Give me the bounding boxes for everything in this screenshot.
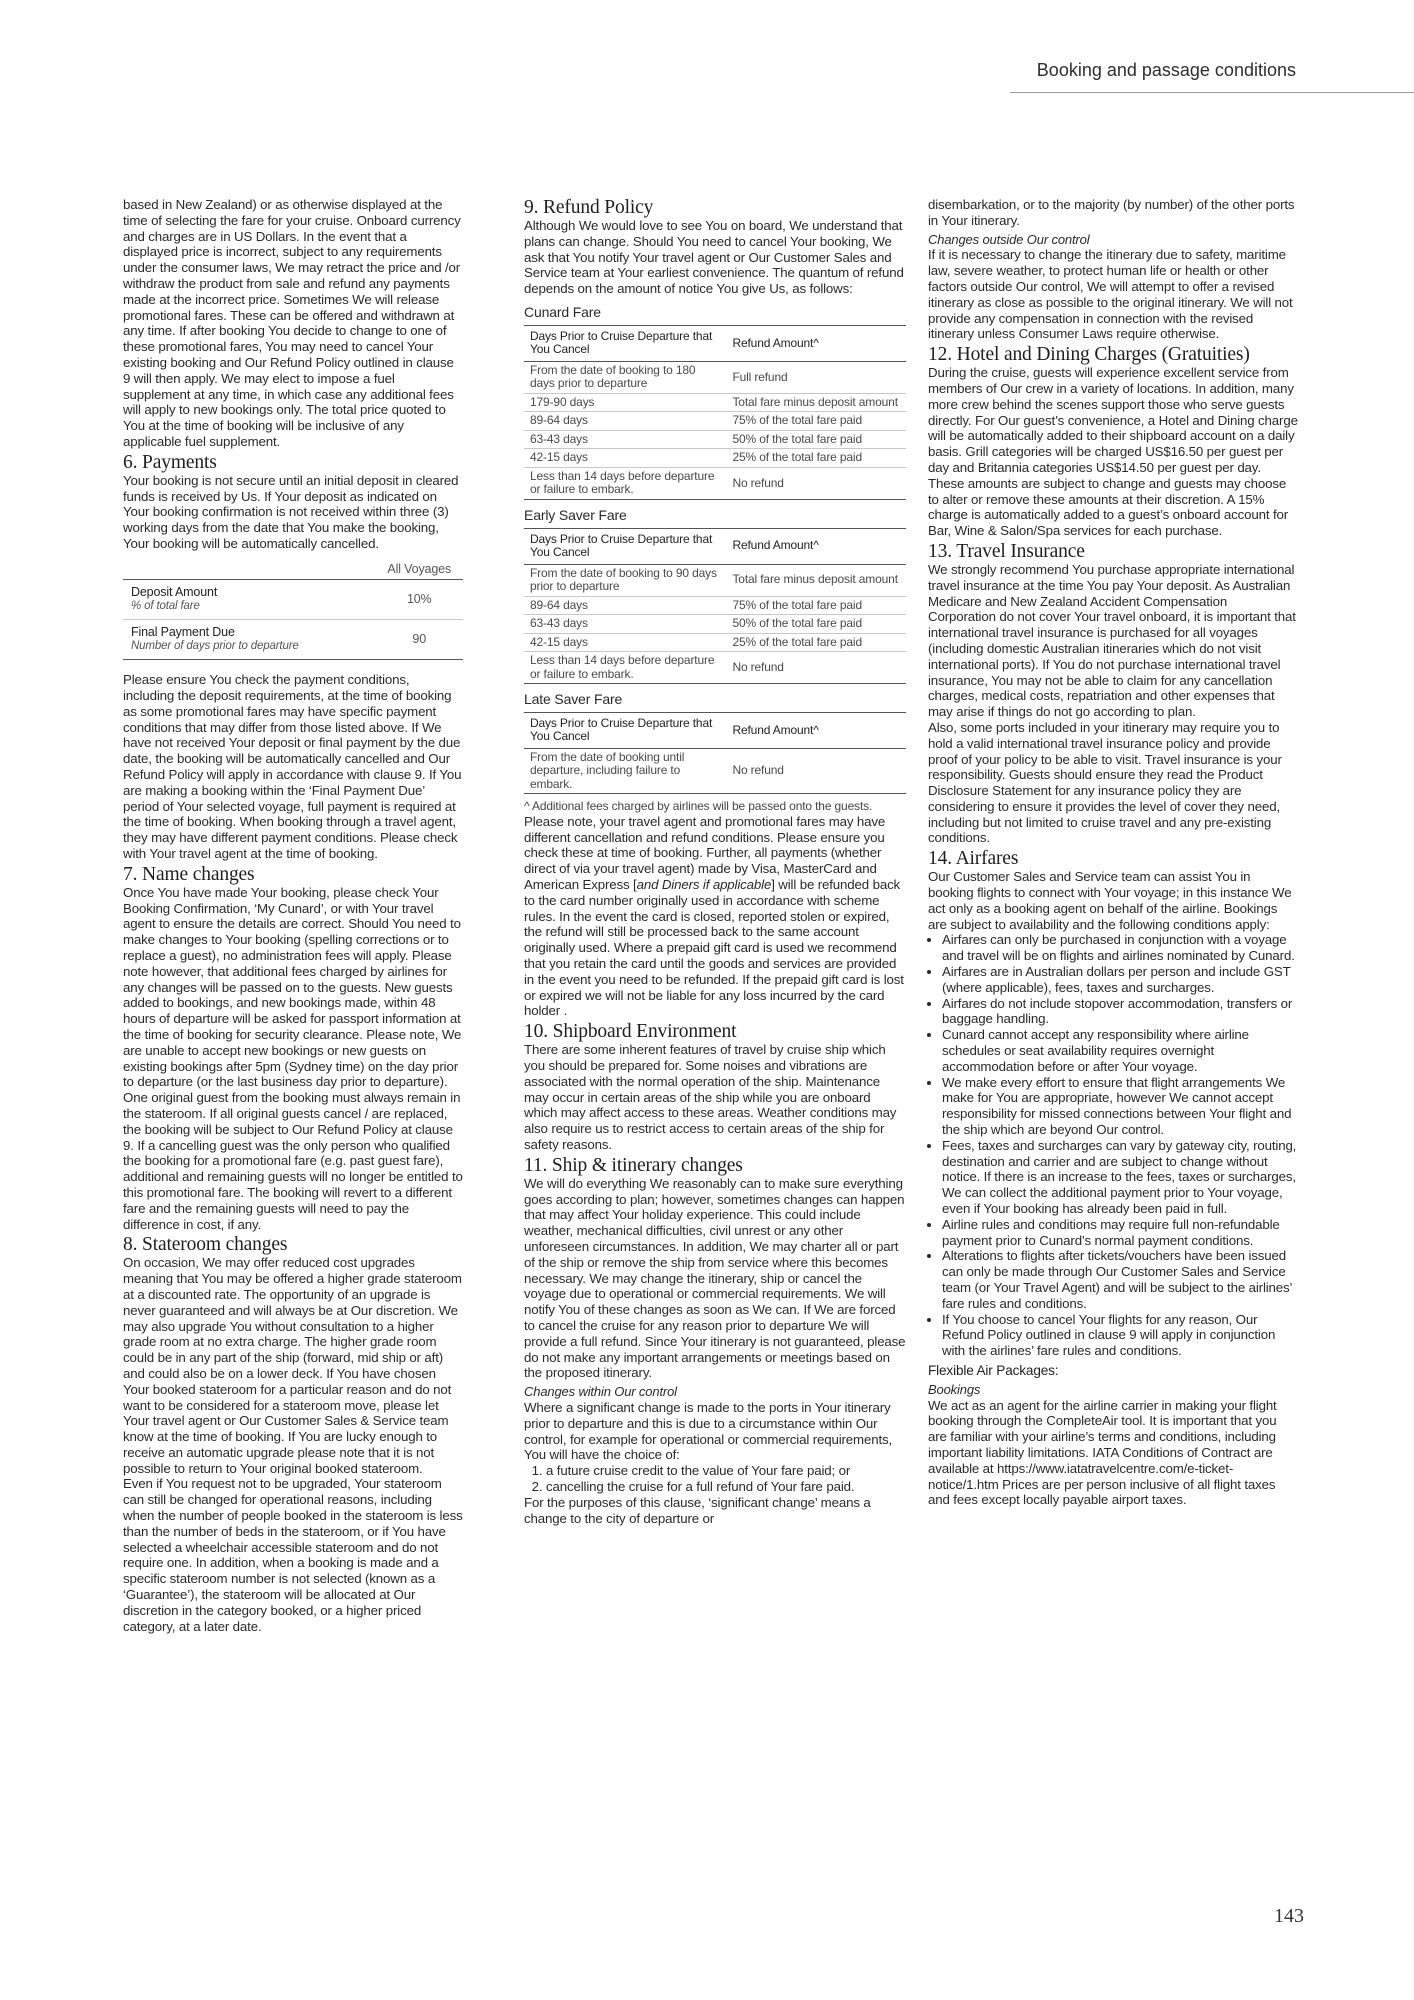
paragraph: We act as an agent for the airline carrier in making your flight booking through the CompleteAir tool. It is important that you are familiar with your airline’s terms and conditions, including important liability limitations. IATA Conditions of Contract are available at https://www.iatatravelcentre.com/e-ticket-notice/1.htm Prices are per person inclusive of all flight taxes and fees except locally payable airport taxes.: [928, 1397, 1277, 1508]
subheading: Bookings: [928, 1381, 981, 1397]
row-label: Final Payment Due: [131, 625, 235, 640]
flexible-air-label: Flexible Air Packages:: [928, 1362, 1059, 1378]
list-item: • We make every effort to ensure that flight arrangements We make for You are appropriate, however We cannot accept responsibility for missed connections between Your flight and the ship which are beyond Our control.: [942, 1075, 1298, 1138]
list-item: • Airfares can only be purchased in conjunction with a voyage and travel will be on flights and airlines nominated by Cunard.: [942, 932, 1298, 964]
refund-table: [524, 528, 906, 685]
table-row: [524, 652, 906, 684]
row-label: Deposit Amount: [131, 585, 218, 600]
paragraph: Where a significant change is made to the ports in Your itinerary prior to departure and this is due to a circumstance within Our control, for example for operational or commercial requirements, You will have the choice of:: [524, 1399, 893, 1463]
list-item: • Fees, taxes and surcharges can vary by gateway city, routing, destination and carrier and are subject to change without notice. If there is an increase to the fees, taxes or surcharges, We can collect the additional payment prior to Your voyage, even if Your booking has already been paid in full.: [942, 1138, 1298, 1217]
list-item: • If You choose to cancel Your flights for any reason, Our Refund Policy outlined in clause 9 will apply in conjunction with the airlines’ fare rules and conditions.: [942, 1312, 1298, 1359]
paragraph: If it is necessary to change the itinerary due to safety, maritime law, severe weather, to protect human life or health or other factors outside Our control, We will attempt to offer a revised itinerary as close as possible to the original itinerary. We will not provide any compensation in connection with the revised itinerary unless Consumer Laws require otherwise.: [928, 247, 1293, 342]
table-cell: From the date of booking to 90 days prior to departure: [524, 564, 726, 596]
paragraph: Please ensure You check the payment conditions, including the deposit requirements, at the time of booking as some promotional fares may have specific payment conditions that may differ from those listed above. If We have not received Your deposit or final payment by the due date, the booking will be automatically cancelled and Our Refund Policy will apply in accordance with clause 9. If You are making a booking within the ‘Final Payment Due’ period of Your selected voyage, full payment is required at the time of booking. When booking through a travel agent, they may have different payment conditions. Please check with Your travel agent at the time of booking.: [123, 672, 462, 861]
list-item: • Airline rules and conditions may require full non-refundable payment prior to Cunard’s normal payment conditions.: [942, 1217, 1298, 1249]
section-heading-shipboard-environment: 10. Shipboard Environment: [524, 1021, 737, 1043]
table-row: [524, 449, 906, 468]
table-cell: From the date of booking to 180 days prior to departure: [524, 361, 726, 393]
list-item: • Alterations to flights after tickets/vouchers have been issued can only be made through Our Customer Sales and Service team (or Your Travel Agent) and will be subject to the airlines’ fare rules and conditions.: [942, 1248, 1298, 1311]
table-cell: 42-15 days: [524, 449, 726, 468]
paragraph: Our Customer Sales and Service team can assist You in booking flights to connect with Your voyage; in this instance We act only as a booking agent on behalf of the airline. Bookings are subject to availability and the following conditions apply:: [928, 869, 1292, 932]
section-heading-refund-policy: 9. Refund Policy: [524, 197, 654, 218]
header-divider: [1010, 92, 1414, 93]
table-cell: 25% of the total fare paid: [726, 449, 906, 468]
section-heading-travel-insurance: 13. Travel Insurance: [928, 540, 1085, 562]
row-value: 10%: [375, 580, 463, 620]
refund-table: [524, 712, 906, 795]
table-cell: Total fare minus deposit amount: [726, 564, 906, 596]
paragraph: We will do everything We reasonably can to make sure everything goes according to plan; however, sometimes changes can happen that may affect Your holiday experience. This could include weather, mechanical difficulties, civil unrest or any other unforeseen circumstances. In addition, We may charter all or part of the ship or remove the ship from service where this becomes necessary. We may change the itinerary, ship or cancel the voyage due to operational or commercial requirements. We will notify You of these changes as soon as We can. If We are forced to cancel the cruise for any reason prior to departure We will provide a full refund. Since Your itinerary is not guaranteed, please do not make any important arrangements or meetings based on the proposed itinerary.: [524, 1175, 906, 1381]
subheading: Changes within Our control: [524, 1384, 677, 1400]
paragraph: During the cruise, guests will experience excellent service from members of Our crew in a variety of locations. In addition, many more crew behind the scenes support those who serve guests directly. For Our guest’s convenience, a Hotel and Dining charge will be automatically added to their shipboard account on a daily basis. Grill categories will be charged US$16.50 per guest per day and Britannia categories US$14.50 per guest per day. These amounts are subject to change and guests may choose to alter or remove these amounts at their discretion. A 15% charge is automatically added to a guest’s onboard account for Bar, Wine & Salon/Spa services for each purchase.: [928, 365, 1298, 539]
table-cell: 42-15 days: [524, 633, 726, 652]
section-heading-payments: 6. Payments: [123, 451, 217, 473]
table-cell: Total fare minus deposit amount: [726, 393, 906, 412]
table-cell: 25% of the total fare paid: [726, 633, 906, 652]
table-cell: 89-64 days: [524, 596, 726, 615]
refund-tables: [524, 305, 906, 794]
footnote: ^ Additional fees charged by airlines will be passed onto the guests.: [524, 799, 873, 814]
choice-list: [524, 1463, 906, 1495]
refund-table-title: Early Saver Fare: [524, 506, 627, 523]
row-value: 90: [375, 620, 463, 660]
column-3: [928, 197, 1298, 1508]
refund-table-title: Late Saver Fare: [524, 691, 623, 708]
section-heading-stateroom-changes: 8. Stateroom changes: [123, 1234, 288, 1256]
table-row: [123, 580, 463, 620]
table-row: [524, 596, 906, 615]
table-cell: No refund: [726, 467, 906, 499]
refund-table: [524, 325, 906, 500]
table-row: [524, 633, 906, 652]
table-row: [524, 361, 906, 393]
table-cell: No refund: [726, 748, 906, 794]
section-heading-itinerary-changes: 11. Ship & itinerary changes: [524, 1154, 743, 1176]
refund-table-title: Cunard Fare: [524, 303, 601, 320]
table-header: Refund Amount^: [726, 712, 906, 748]
paragraph: Also, some ports included in your itinerary may require you to hold a valid international travel insurance policy and provide proof of your policy to be able to visit. Travel insurance is your responsibility. Guests should ensure they read the Product Disclosure Statement for any insurance policy they are considering to ensure it provides the level of cover they need, including but not limited to cruise travel and any pre-existing conditions.: [928, 719, 1282, 846]
row-sublabel: % of total fare: [131, 599, 200, 612]
section-heading-name-changes: 7. Name changes: [123, 863, 255, 885]
list-item: • Airfares are in Australian dollars per person and include GST (where applicable), fees, taxes and surcharges.: [942, 964, 1298, 996]
list-item: 2. cancelling the cruise for a full refund of Your fare paid.: [546, 1479, 906, 1495]
paragraph: We strongly recommend You purchase appropriate international travel insurance at the time You pay Your deposit. As Australian Medicare and New Zealand Accident Compensation Corporation do not cover Your travel onboard, it is important that international travel insurance is purchased for all voyages (including domestic Australian itineraries which do not visit international ports). If You do not purchase international travel insurance, You may not be able to claim for any cancellation charges, medical costs, repatriation and other expenses that may arise if things do not go according to plan.: [928, 561, 1296, 720]
table-row: [524, 393, 906, 412]
table-header: Refund Amount^: [726, 528, 906, 564]
table-header-blank: [123, 560, 375, 580]
column-2: [524, 197, 906, 1526]
table-cell: 63-43 days: [524, 430, 726, 449]
table-row: [524, 412, 906, 431]
table-cell: Less than 14 days before departure or failure to embark.: [524, 652, 726, 684]
paragraph: Even if You request not to be upgraded, Your stateroom can still be changed for operational reasons, including when the number of people booked in the stateroom is less than the number of beds in the stateroom, or if You have selected a wheelchair accessible stateroom and do not require one. In addition, when a booking is made and a specific stateroom number is not selected (known as a ‘Guarantee’), the stateroom will be allocated at Our discretion in the category booked, or a higher priced category, at a later date.: [123, 1476, 463, 1634]
paragraph: based in New Zealand) or as otherwise displayed at the time of selecting the fare for your cruise. Onboard currency and charges are in US Dollars. In the event that a displayed price is incorrect, subject to any requirements under the consumer laws, We may retract the price and /or withdraw the product from sale and refund any payments made at the incorrect price. Sometimes We will release promotional fares. These can be offered and withdrawn at any time. If after booking You decide to change to one of these promotional fares, You may need to cancel Your existing booking and Our Refund Policy outlined in clause 9 will then apply. We may elect to impose a fuel supplement at any time, in which case any additional fees will apply to new bookings only. The total price quoted to You at the time of booking will be inclusive of any applicable fuel supplement.: [123, 197, 461, 449]
row-sublabel: Number of days prior to departure: [131, 639, 299, 652]
table-row: [524, 467, 906, 499]
column-1: [123, 197, 463, 1634]
table-row: [524, 748, 906, 794]
table-cell: From the date of booking until departure, including failure to embark.: [524, 748, 726, 794]
table-header: All Voyages: [375, 560, 463, 580]
table-row: [524, 564, 906, 596]
table-row: [524, 615, 906, 634]
table-cell: No refund: [726, 652, 906, 684]
paragraph: Your booking is not secure until an initial deposit in cleared funds is received by Us. If Your deposit as indicated on Your booking confirmation is not received within three (3) working days from the date that You make the booking, Your booking will be automatically cancelled.: [123, 472, 459, 551]
list-item: 1. a future cruise credit to the value of Your fare paid; or: [546, 1463, 906, 1479]
section-heading-airfares: 14. Airfares: [928, 848, 1019, 870]
paragraph: For the purposes of this clause, ‘significant change’ means a change to the city of departure or: [524, 1494, 871, 1526]
section-heading-hotel-dining: 12. Hotel and Dining Charges (Gratuities): [928, 344, 1250, 366]
table-header: Days Prior to Cruise Departure that You Cancel: [524, 712, 726, 748]
page-number: 143: [1274, 1905, 1304, 1927]
subheading: Changes outside Our control: [928, 231, 1090, 247]
table-cell: 179-90 days: [524, 393, 726, 412]
airfare-bullet-list: [928, 932, 1298, 1359]
table-row: [524, 430, 906, 449]
table-row: [123, 620, 463, 660]
table-cell: 63-43 days: [524, 615, 726, 634]
table-cell: 75% of the total fare paid: [726, 412, 906, 431]
paragraph: On occasion, We may offer reduced cost upgrades meaning that You may be offered a higher grade stateroom at a discounted rate. The opportunity of an upgrade is never guaranteed and will always be at Our discretion. We may also upgrade You without consultation to a higher grade room at no extra charge. The higher grade room could be in any part of the ship (forward, mid ship or aft) and could also be on a lower deck. If You have chosen Your booked stateroom for a particular reason and do not want to be considered for a stateroom move, please let Your travel agent or Our Customer Sales & Service team know at the time of booking. If You are lucky enough to receive an automatic upgrade please note that it is not possible to return to Your original booked stateroom.: [123, 1255, 462, 1476]
table-cell: Less than 14 days before departure or failure to embark.: [524, 467, 726, 499]
table-cell: 50% of the total fare paid: [726, 430, 906, 449]
paragraph: Although We would love to see You on board, We understand that plans can change. Should You need to cancel Your booking, We ask that You notify Your travel agent or Our Customer Sales and Service team at Your earliest convenience. The quantum of refund depends on the amount of notice You give Us, as follows:: [524, 218, 904, 297]
table-header: Refund Amount^: [726, 325, 906, 361]
table-cell: 50% of the total fare paid: [726, 615, 906, 634]
table-header: Days Prior to Cruise Departure that You Cancel: [524, 325, 726, 361]
list-item: • Airfares do not include stopover accommodation, transfers or baggage handling.: [942, 996, 1298, 1028]
table-cell: 89-64 days: [524, 412, 726, 431]
paragraph: Please note, your travel agent and promotional fares may have different cancellation and refund conditions. Please ensure you check these at time of booking. Further, all payments (whether direct of via your travel agent) made by Visa, MasterCard and American Express [and Diners if applicable] will be refunded back to the card number originally used in accordance with scheme rules. In the event the card is closed, reported stolen or expired, the refund will still be processed back to the same account originally used. Where a prepaid gift card is used we recommend that you retain the card until the goods and services are provided in the event you need to be refunded. If the prepaid gift card is lost or expired we will not be liable for any loss incurred by the card holder .: [524, 813, 904, 1019]
payment-table: [123, 560, 463, 661]
paragraph: disembarkation, or to the majority (by number) of the other ports in Your itinerary.: [928, 197, 1295, 228]
page-header-title: Booking and passage conditions: [1036, 60, 1296, 80]
table-header: Days Prior to Cruise Departure that You Cancel: [524, 528, 726, 564]
table-cell: Full refund: [726, 361, 906, 393]
table-cell: 75% of the total fare paid: [726, 596, 906, 615]
paragraph: There are some inherent features of travel by cruise ship which you should be prepared for. Some noises and vibrations are associated with the normal operation of the ship. Maintenance may occur in certain areas of the ship while you are onboard which may affect access to these areas. Weather conditions may also require us to restrict access to certain areas of the ship for safety reasons.: [524, 1042, 897, 1153]
list-item: • Cunard cannot accept any responsibility where airline schedules or seat availability requires overnight accommodation before or after Your voyage.: [942, 1027, 1298, 1074]
paragraph: Once You have made Your booking, please check Your Booking Confirmation, ‘My Cunard’, or with Your travel agent to ensure the details are correct. Should You need to make changes to Your booking (spelling corrections or to replace a guest), no administration fees will apply. Please note however, that additional fees charged by airlines for any changes will be passed on to the guests. New guests added to bookings, and new bookings made, within 48 hours of departure will be asked for passport information at the time of booking for security clearance. Please note, We are unable to accept new bookings or new guests on existing bookings after 5pm (Sydney time) on the day prior to departure (or the last business day prior to departure). One original guest from the booking must always remain in the stateroom. If all original guests cancel / are replaced, the booking will be subject to Our Refund Policy at clause 9. If a cancelling guest was the only person who qualified the booking for a promotional fare (e.g. past guest fare), additional and remaining guests will no longer be entitled to this promotional fare. The booking will revert to a different fare and the remaining guests will need to pay the difference in cost, if any.: [123, 884, 463, 1232]
